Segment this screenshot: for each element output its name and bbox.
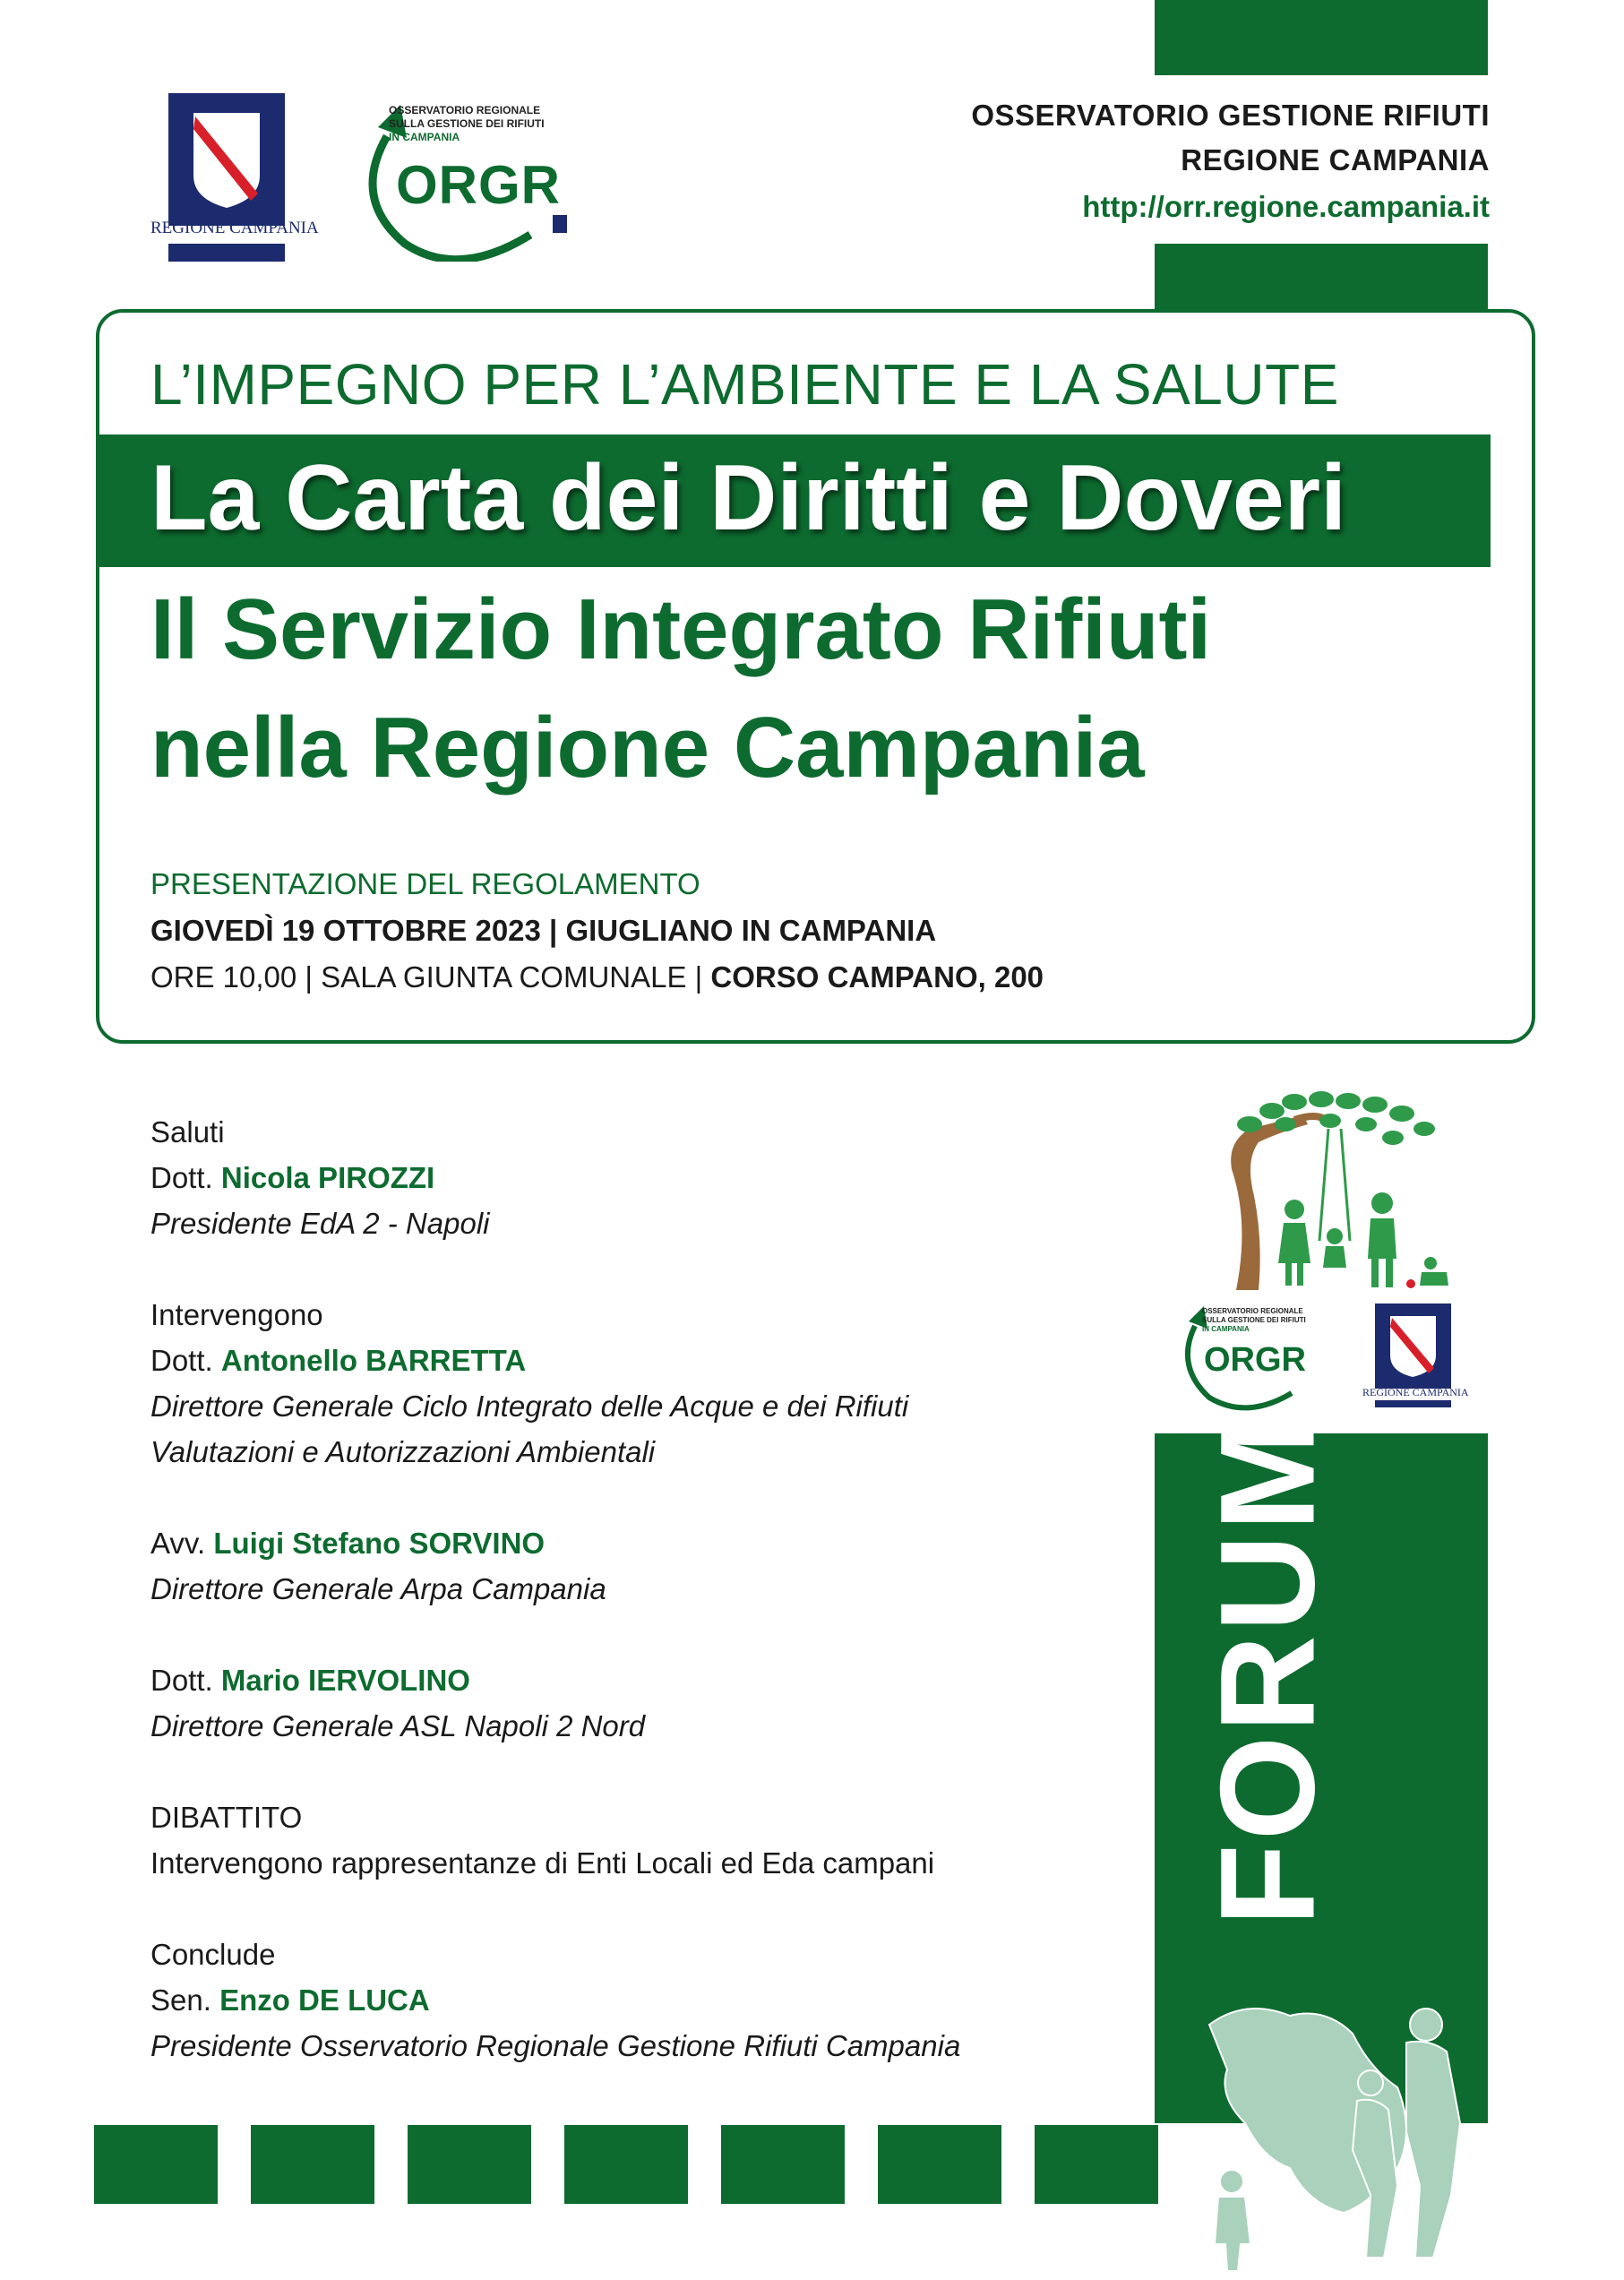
tree-family-illustration (1196, 1088, 1465, 1295)
speaker-3-role: Direttore Generale Arpa Campania (150, 1572, 606, 1605)
orgr-logo-small-text: ORGR (1204, 1341, 1306, 1379)
bottom-square-1 (94, 2125, 218, 2204)
speaker-2-role-line2: Valutazioni e Autorizzazioni Ambientali (150, 1435, 656, 1468)
bottom-square-6 (878, 2125, 1001, 2204)
forum-label: FORUM (1191, 1415, 1343, 1926)
speaker-3-name: Luigi Stefano SORVINO (213, 1527, 546, 1560)
speaker-3-title: Avv. (150, 1527, 214, 1560)
speaker-4-role: Direttore Generale ASL Napoli 2 Nord (150, 1709, 646, 1742)
bottom-square-7 (1035, 2125, 1158, 2204)
speaker-1-name: Nicola PIROZZI (220, 1161, 435, 1194)
event-kicker: L’IMPEGNO PER L’AMBIENTE E LA SALUTE (150, 352, 1339, 417)
orgr-logo-small-line3: IN CAMPANIA (1202, 1325, 1250, 1333)
bottom-square-3 (408, 2125, 531, 2204)
presentation-label: PRESENTAZIONE DEL REGOLAMENTO (150, 867, 700, 900)
speaker-4-name: Mario IERVOLINO (220, 1664, 470, 1697)
intervengono-label: Intervengono (150, 1298, 323, 1331)
program (150, 1109, 960, 2069)
upper-green-block (1155, 244, 1488, 312)
orgr-logo-small-line2: SULLA GESTIONE DEI RIFIUTI (1202, 1316, 1306, 1324)
speaker-5-role: Presidente Osservatorio Regionale Gestione Rifiuti Campania (150, 2029, 961, 2062)
speaker-2 (150, 1338, 960, 1383)
event-subtitle-line2: nella Regione Campania (150, 700, 1145, 796)
speaker-5-title: Sen. (150, 1983, 220, 2017)
orgr-logo-line1: OSSERVATORIO REGIONALE (389, 104, 541, 116)
orgr-logo-small-line1: OSSERVATORIO REGIONALE (1202, 1307, 1303, 1315)
orgr-logo-small (1175, 1303, 1328, 1411)
top-green-block (1155, 0, 1488, 75)
org-url-link[interactable]: http://orr.regione.campania.it (1082, 190, 1490, 223)
speaker-1-role: Presidente EdA 2 - Napoli (150, 1207, 490, 1240)
speaker-1-title: Dott. (150, 1161, 221, 1194)
regione-campania-logo (150, 93, 319, 263)
event-date-place: GIOVEDÌ 19 OTTOBRE 2023 | GIUGLIANO IN CAMPANIA (150, 914, 937, 947)
orgr-logo-line2: SULLA GESTIONE DEI RIFIUTI (389, 117, 545, 130)
event-time-room-text: ORE 10,00 | SALA GIUNTA COMUNALE | (150, 960, 711, 994)
org-name: OSSERVATORIO GESTIONE RIFIUTI (971, 99, 1490, 132)
orgr-logo-line3: IN CAMPANIA (389, 131, 460, 143)
speaker-3 (150, 1520, 960, 1566)
speaker-2-role-line1: Direttore Generale Ciclo Integrato delle Acque e dei Rifiuti (150, 1390, 909, 1423)
dibattito-text: Intervengono rappresentanze di Enti Locali ed Eda campani (150, 1846, 935, 1880)
campania-map-silhouettes (1191, 1989, 1478, 2276)
orgr-logo (351, 100, 593, 262)
event-title: La Carta dei Diritti e Doveri (150, 446, 1347, 550)
bottom-square-5 (721, 2125, 845, 2204)
event-address: CORSO CAMPANO, 200 (710, 960, 1044, 994)
speaker-2-name: Antonello BARRETTA (220, 1344, 527, 1377)
speaker-2-title: Dott. (150, 1344, 221, 1377)
event-subtitle-line1: Il Servizio Integrato Rifiuti (150, 581, 1212, 677)
orgr-mini-crest-icon (553, 215, 567, 233)
dibattito-label: DIBATTITO (150, 1801, 303, 1834)
event-time-room (150, 960, 1044, 994)
regione-campania-logo-text: REGIONE CAMPANIA (150, 219, 319, 237)
regione-campania-logo-small (1357, 1303, 1469, 1411)
saluti-label: Saluti (150, 1115, 225, 1149)
regione-campania-logo-small-text: REGIONE CAMPANIA (1362, 1386, 1469, 1398)
bottom-square-4 (564, 2125, 688, 2204)
conclude-label: Conclude (150, 1938, 276, 1971)
speaker-4-title: Dott. (150, 1664, 221, 1697)
org-region: REGIONE CAMPANIA (1181, 143, 1490, 176)
speaker-5-name: Enzo DE LUCA (219, 1983, 430, 2017)
bottom-square-2 (251, 2125, 374, 2204)
orgr-logo-text: ORGR (396, 155, 561, 215)
speaker-5 (150, 1977, 960, 2023)
speaker-1 (150, 1155, 960, 1200)
speaker-4 (150, 1657, 960, 1703)
